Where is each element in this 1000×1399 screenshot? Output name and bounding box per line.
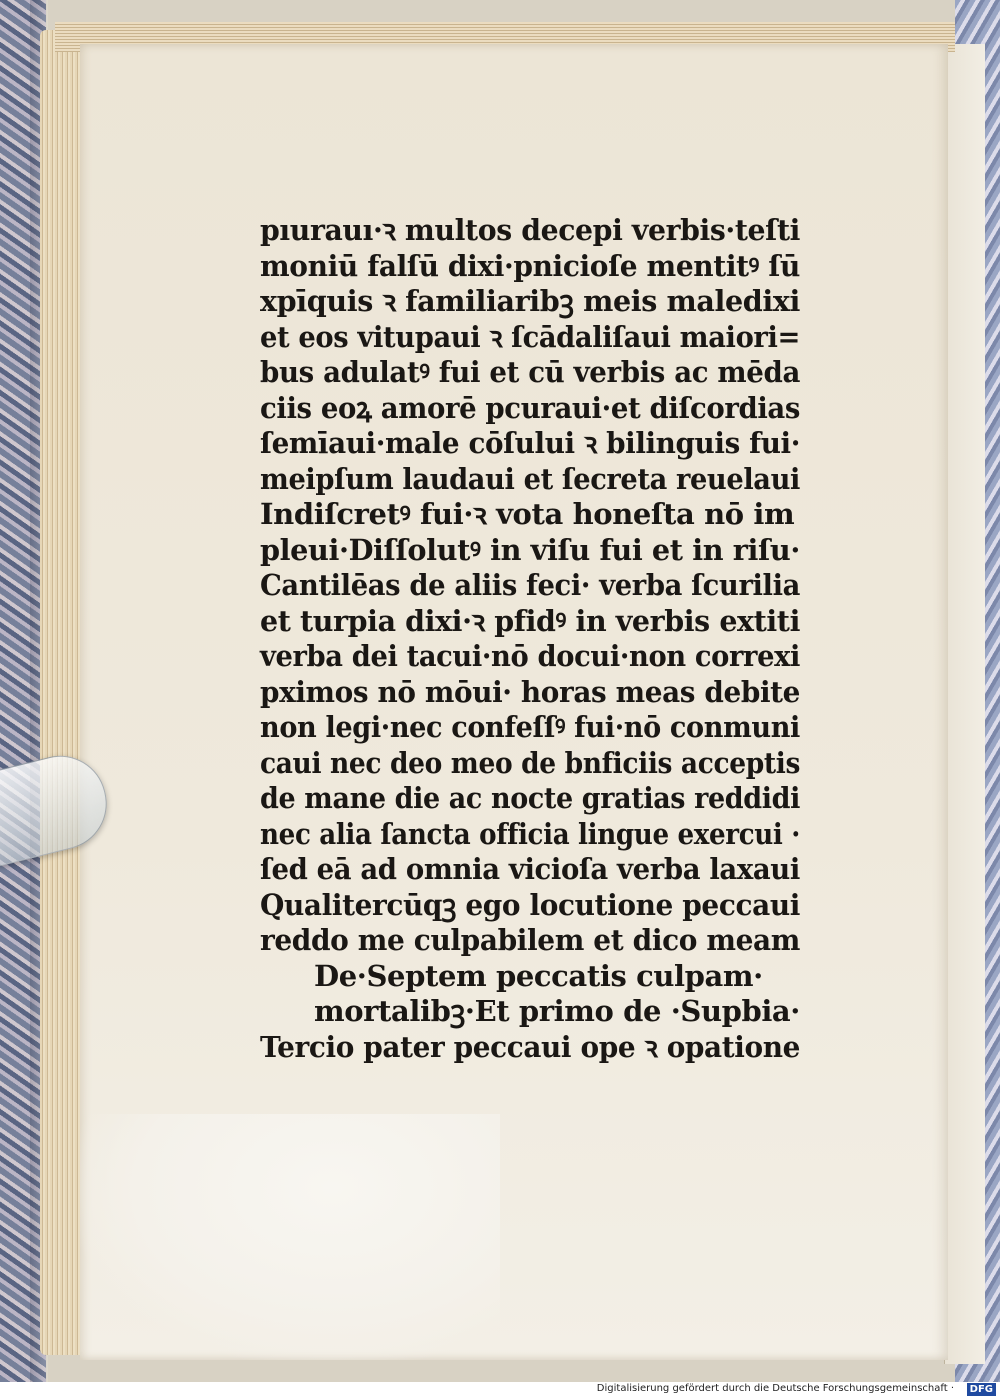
text-line: caui nec deo meo de bnficiis acceptis bbox=[260, 745, 800, 780]
text-line: ſemīaui·male cōſului ꝛ bilinguis fui· bbox=[260, 426, 800, 460]
text-line: ciis eoꝝ amorē pcuraui·et diſcordias bbox=[260, 390, 800, 425]
section-heading-line: De·Septem peccatis culpam· bbox=[314, 958, 763, 993]
dfg-logo: DFG bbox=[967, 1383, 996, 1396]
section-heading-line: mortalibꝫ·Et primo de ·Supbia· bbox=[314, 994, 800, 1028]
text-line: Tercio pater peccaui ope ꝛ opatione bbox=[260, 1029, 800, 1064]
text-line: ſed eā ad omnia vicioſa verba laxaui bbox=[260, 852, 800, 886]
text-line: Cantilēas de aliis feci· verba ſcurilia bbox=[260, 568, 800, 602]
text-line: verba dei tacui·nō docui·non correxi bbox=[260, 639, 800, 673]
text-line: xpīquis ꝛ familiaribꝫ meis maledixi bbox=[260, 284, 800, 318]
funding-credit: Digitalisierung gefördert durch die Deutsche Forschungsgemeinschaft · bbox=[596, 1383, 954, 1394]
text-line: pleui·Diſſolutꝰ in viſu fui et in riſu· bbox=[260, 532, 800, 567]
printed-text-block bbox=[260, 213, 800, 1065]
text-line: meipſum laudaui et ſecreta reuelaui bbox=[260, 461, 800, 496]
text-line: Qualitercūqꝫ ego locutione peccaui bbox=[260, 887, 800, 922]
text-line: reddo me culpabilem et dico meam bbox=[260, 923, 800, 957]
text-line: nec alia ſancta officia lingue exercui · bbox=[260, 816, 800, 851]
page-stain bbox=[80, 1114, 500, 1360]
text-line: bus adulatꝰ fui et cū verbis ac mēda bbox=[260, 355, 800, 389]
text-line: pıurauı·ꝛ multos decepi verbis·teſti bbox=[260, 213, 800, 247]
text-line: et turpia dixi·ꝛ pfidꝰ in verbis extiti bbox=[260, 603, 800, 638]
text-line: de mane die ac nocte gratias reddidi bbox=[260, 781, 800, 815]
text-line: pximos nō mōui· horas meas debite bbox=[260, 674, 800, 709]
text-line: moniū falſū dixi·pnicioſe mentitꝰ ſū bbox=[260, 248, 800, 283]
text-line: Indiſcretꝰ fui·ꝛ vota honeſta nō im bbox=[260, 497, 795, 531]
facing-page-edge bbox=[944, 44, 985, 1364]
text-line: non legi·nec confeſſꝰ fui·nō conmuni bbox=[260, 710, 800, 744]
text-line: et eos vitupaui ꝛ ſcādaliſaui maiori= bbox=[260, 319, 800, 354]
